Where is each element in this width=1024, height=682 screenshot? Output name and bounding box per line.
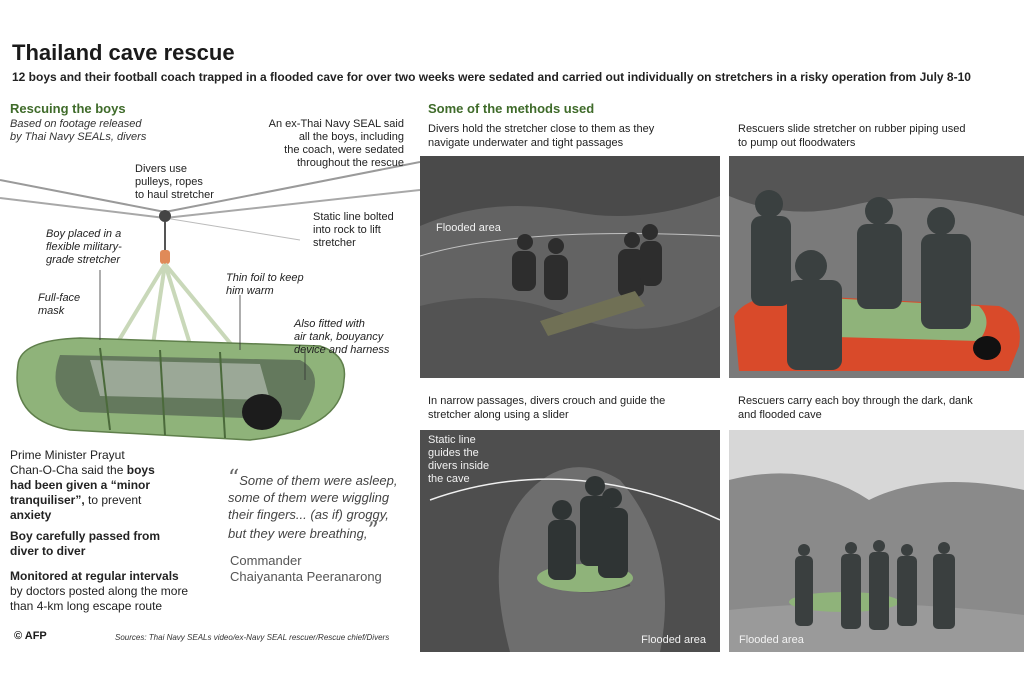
commander-quote bbox=[228, 466, 418, 544]
pm-line-bold: tranquiliser”, bbox=[10, 493, 85, 507]
open-quote-icon: “ bbox=[228, 466, 240, 491]
passed-statement bbox=[10, 529, 220, 559]
annotation-static-line-text: into rock to lift bbox=[313, 224, 381, 236]
caption-line: stretcher along using a slider bbox=[428, 409, 569, 421]
page-title: Thailand cave rescue bbox=[12, 40, 235, 65]
caption-line: Rescuers carry each boy through the dark, dank bbox=[738, 395, 973, 407]
pm-line: Prime Minister Prayut bbox=[10, 448, 125, 462]
annotation-mask bbox=[38, 292, 80, 318]
caption-line: Divers hold the stretcher close to them as they bbox=[428, 123, 655, 135]
panel-3-illustration bbox=[420, 430, 720, 652]
attribution-line: Chaiyananta Peeranarong bbox=[230, 569, 382, 584]
caption-line: navigate underwater and tight passages bbox=[428, 137, 624, 149]
panel-2-illustration bbox=[729, 156, 1024, 378]
pm-line: Chan-O-Cha said the bbox=[10, 463, 127, 477]
annotation-boy-line: grade stretcher bbox=[46, 254, 120, 266]
pm-line-bold: anxiety bbox=[10, 508, 52, 522]
annotation-mask-line: mask bbox=[38, 305, 65, 317]
panel-4-caption bbox=[738, 394, 973, 422]
static-guide-line-text: Static line bbox=[428, 434, 476, 446]
section-heading-methods: Some of the methods used bbox=[428, 101, 595, 116]
annotation-static-line bbox=[313, 211, 394, 250]
annotation-fitted-line: Also fitted with bbox=[294, 318, 365, 330]
annotation-mask-line: Full-face bbox=[38, 292, 81, 304]
quote-attribution bbox=[230, 553, 382, 585]
quote-line: but they were breathing, bbox=[228, 526, 368, 541]
annotation-seal-line: all the boys, including bbox=[298, 131, 404, 143]
annotation-seal-line: throughout the rescue bbox=[296, 157, 404, 169]
monitored-line-bold: Monitored at regular intervals bbox=[10, 569, 179, 583]
source-note-line-2: by Thai Navy SEALs, divers bbox=[10, 131, 147, 143]
attribution-line: Commander bbox=[230, 553, 302, 568]
pm-line: to prevent bbox=[84, 493, 142, 507]
panel-4-illustration bbox=[729, 430, 1024, 652]
annotation-boy-line: Boy placed in a bbox=[46, 228, 122, 240]
panel-2-caption bbox=[738, 122, 965, 150]
annotation-foil-line: him warm bbox=[226, 285, 274, 297]
annotation-fitted-line: device and harness bbox=[294, 344, 390, 356]
annotation-seal-line: the coach, were sedated bbox=[284, 144, 404, 156]
section-heading-rescuing: Rescuing the boys bbox=[10, 101, 126, 116]
monitored-line: by doctors posted along the more bbox=[10, 584, 189, 598]
annotation-boy-line: flexible military- bbox=[46, 241, 122, 253]
annotation-static-line-text: Static line bolted bbox=[313, 211, 394, 223]
pulley-icon bbox=[159, 210, 171, 222]
quote-line: their fingers... (as if) groggy, bbox=[228, 507, 389, 522]
annotation-pulleys-line: to haul stretcher bbox=[135, 189, 214, 201]
annotation-foil-line: Thin foil to keep bbox=[226, 272, 304, 284]
flooded-area-label: Flooded area bbox=[739, 634, 804, 646]
passed-line: diver to diver bbox=[10, 544, 86, 558]
afp-logo: © AFP bbox=[14, 630, 47, 642]
pm-statement bbox=[10, 448, 220, 523]
flooded-area-label: Flooded area bbox=[436, 222, 501, 234]
annotation-fitted-line: air tank, bouyancy bbox=[294, 331, 384, 343]
quote-line: some of them were wiggling bbox=[228, 490, 390, 505]
annotation-pulleys-line: Divers use bbox=[135, 163, 187, 175]
static-guide-line-text: divers inside bbox=[428, 460, 490, 472]
annotation-pulleys-line: pulleys, ropes bbox=[135, 176, 203, 188]
carabiner-icon bbox=[160, 250, 170, 264]
foil-wrap bbox=[90, 360, 270, 400]
page-subtitle: 12 boys and their football coach trapped in a flooded cave for over two weeks were sedated and carried out individually on stretchers in a risky operation from July 8-10 bbox=[12, 70, 971, 84]
static-line bbox=[165, 218, 300, 240]
passed-line: Boy carefully passed from bbox=[10, 529, 161, 543]
annotation-seal-line: An ex-Thai Navy SEAL said bbox=[268, 118, 404, 130]
panel-1-caption bbox=[428, 122, 654, 150]
close-quote-icon: ” bbox=[367, 519, 379, 544]
caption-line: Rescuers slide stretcher on rubber piping used bbox=[738, 123, 966, 135]
full-face-mask-icon bbox=[242, 394, 282, 430]
quote-line: Some of them were asleep, bbox=[239, 473, 398, 488]
monitored-statement bbox=[10, 569, 225, 614]
annotation-foil bbox=[226, 272, 304, 298]
caption-line: and flooded cave bbox=[738, 409, 822, 421]
pm-line-bold: boys bbox=[126, 463, 155, 477]
panel-3-caption bbox=[428, 394, 665, 422]
annotation-navy-seal bbox=[258, 118, 404, 170]
monitored-line: than 4-km long escape route bbox=[10, 599, 163, 613]
sources-note: Sources: Thai Navy SEALs video/ex-Navy SEAL rescuer/Rescue chief/Divers bbox=[115, 633, 390, 642]
annotation-static-line-text: stretcher bbox=[313, 237, 356, 249]
source-note bbox=[10, 118, 146, 144]
caption-line: In narrow passages, divers crouch and guide the bbox=[428, 395, 666, 407]
caption-line: to pump out floodwaters bbox=[738, 137, 856, 149]
static-line-guide-label bbox=[428, 434, 489, 486]
annotation-fitted bbox=[294, 318, 389, 357]
annotation-boy-stretcher bbox=[46, 228, 122, 267]
pm-line-bold: had been given a “minor bbox=[10, 478, 151, 492]
panel-1-illustration bbox=[420, 156, 720, 378]
source-note-line-1: Based on footage released bbox=[10, 118, 142, 130]
annotation-pulleys bbox=[135, 163, 214, 202]
static-guide-line-text: the cave bbox=[428, 473, 470, 485]
static-guide-line-text: guides the bbox=[428, 447, 479, 459]
flooded-area-label: Flooded area bbox=[641, 634, 706, 646]
